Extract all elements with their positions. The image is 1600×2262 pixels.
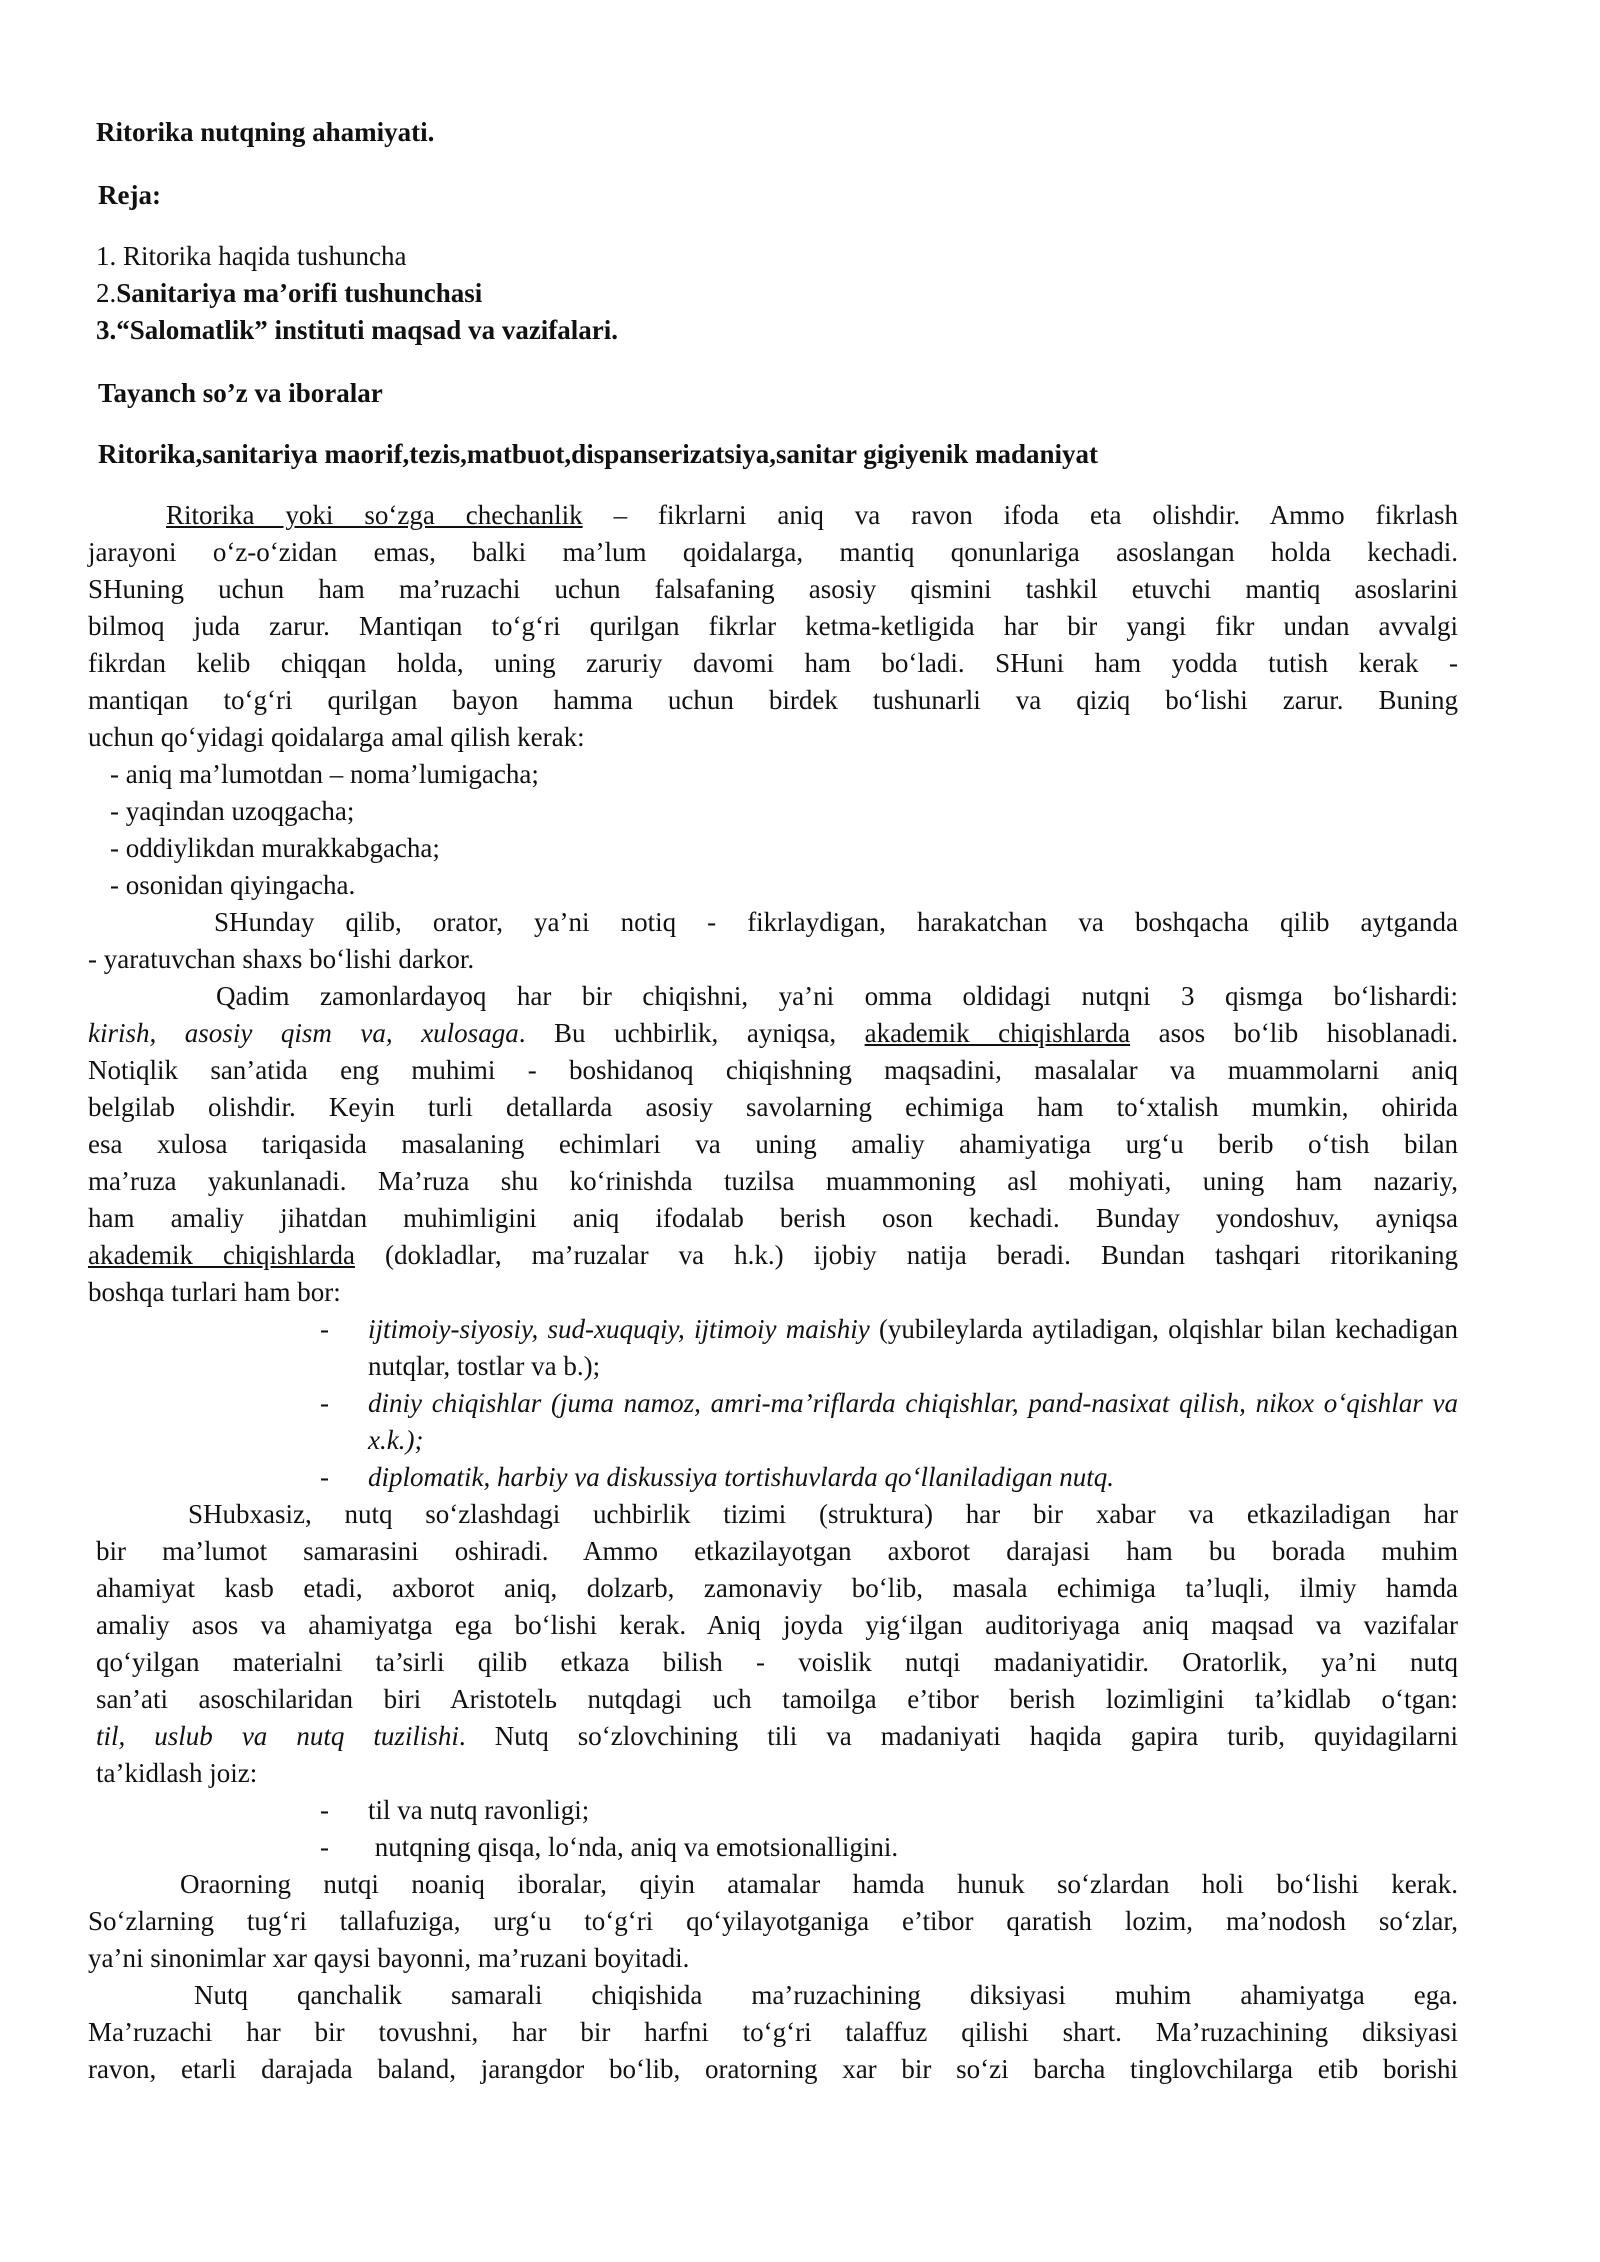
academic-term: akademik chiqishlarda bbox=[864, 1018, 1131, 1048]
rule-item: - osonidan qiyingacha. bbox=[110, 870, 356, 900]
rule-item: - aniq ma’lumotdan – noma’lumigacha; bbox=[110, 759, 539, 789]
academic-term: akademik chiqishlarda bbox=[88, 1240, 355, 1270]
paragraph-rhetoric-definition: Ritorika yoki so‘zga chechanlik – fikrlarni aniq va ravon ifoda eta olishdir. Ammo fikrlash jarayoni o‘z-o‘zidan emas, balki ma’lum qoidalarga, mantiq qonunlariga asoslangan holda kechadi. SHuning uchun ham ma’ruzachi uchun falsafaning asosiy qismini tashkil etuvchi mantiq asoslarini bilmoq juda zarur. Mantiqan to‘g‘ri qurilgan fikrlar ketma-ketligida har bir yangi fikr undan avvalgi fikrdan kelib chiqqan holda, uning zaruriy davomi ham bo‘ladi. SHuni ham yodda tutish kerak - mantiqan to‘g‘ri qurilgan bayon hamma uchun birdek tushunarli va qiziq bo‘lishi zarur. Buning uchun qo‘yidagi qoidalarga amal qilish kerak: bbox=[88, 500, 1458, 752]
paragraph-structure: Qadim zamonlardayoq har bir chiqishni, ya’ni omma oldidagi nutqni 3 qismga bo‘lishardi: kirish, asosiy qism va, xulosaga. Bu uchbirlik, ayniqsa, akademik chiqishlarda asos bo‘lib hisoblanadi. Notiqlik san’atida eng muhimi - boshidanoq chiqishning maqsadini, masalalar va muammolarni aniq belgilab olishdir. Keyin turli detallarda asosiy savolarning echimiga ham to‘xtalish mumkin, ohirida esa xulosa tariqasida masalaning echimlari va uning amaliy ahamiyatiga urg‘u berib o‘tish bilan ma’ruza yakunlanadi. Ma’ruza shu ko‘rinishda tuzilsa muammoning asl mohiyati, uning ham nazariy, ham amaliy jihatdan muhimligini aniq ifodalab berish oson kechadi. Bunday yondoshuv, ayniqsa akademik chiqishlarda (dokladlar, ma’ruzalar va h.k.) ijobiy natija beradi. Bundan tashqari ritorikaning boshqa turlari ham bor: bbox=[88, 981, 1458, 1307]
speech-type-item: - ijtimoiy-siyosiy, sud-xuquqiy, ijtimoiy maishiy (yubileylarda aytiladigan, olqishlar bilan kechadigan nutqlar, tostlar va b.); bbox=[320, 1314, 1458, 1381]
plan-list bbox=[96, 238, 996, 349]
paragraph-vocabulary: Oraorning nutqi noaniq iboralar, qiyin atamalar hamda hunuk so‘zlardan holi bo‘lishi kerak. So‘zlarning tug‘ri tallafuziga, urg‘u to‘g‘ri qo‘yilayotganiga e’tibor qaratish lozim, ma’nodosh so‘zlar, ya’ni sinonimlar xar qaysi bayonni, ma’ruzani boyitadi. bbox=[88, 1869, 1458, 1973]
paragraph-diction: Nutq qanchalik samarali chiqishida ma’ruzachining diksiyasi muhim ahamiyatga ega. Ma’ruzachi har bir tovushni, har bir harfni to‘g‘ri talaffuz qilishi shart. Ma’ruzachining diksiyasi ravon, etarli darajada baland, jarangdor bo‘lib, oratorning xar bir so‘zi barcha tinglovchilarga etib borishi bbox=[88, 1980, 1458, 2084]
paragraph-information: SHubxasiz, nutq so‘zlashdagi uchbirlik tizimi (struktura) har bir xabar va etkaziladigan har bir ma’lumot samarasini oshiradi. Ammo etkazilayotgan axborot darajasi ham bu borada muhim ahamiyat kasb etadi, axborot aniq, dolzarb, zamonaviy bo‘lib, masala echimiga ta’luqli, ilmiy hamda amaliy asos va ahamiyatga ega bo‘lishi kerak. Aniq joyda yig‘ilgan auditoriyaga aniq maqsad va vazifalar qo‘yilgan materialni ta’sirli qilib etkaza bilish - voislik nutqi madaniyatidir. Oratorlik, ya’ni nutq san’ati asoschilaridan biri Aristotelь nutqdagi uch tamoilga e’tibor berish lozimligini ta’kidlab o‘tgan: til, uslub va nutq tuzilishi. Nutq so‘zlovchining tili va madaniyati haqida gapira turib, quyidagilarni ta’kidlash joiz: bbox=[96, 1499, 1458, 1788]
rules-list bbox=[110, 756, 910, 904]
speech-type-item: - diniy chiqishlar (juma namoz, amri-ma’riflarda chiqishlar, pand-nasixat qilish, nikox o‘qishlar va x.k.); bbox=[320, 1388, 1458, 1455]
rhetoric-term: Ritorika yoki so‘zga chechanlik bbox=[166, 500, 583, 530]
speech-quality-item: - nutqning qisqa, lo‘nda, aniq va emotsionalligini. bbox=[320, 1832, 899, 1862]
plan-heading: Reja: bbox=[98, 180, 161, 210]
speech-quality-item: - til va nutq ravonligi; bbox=[320, 1795, 590, 1825]
rule-item: - oddiylikdan murakkabgacha; bbox=[110, 833, 440, 863]
speech-type-item: - diplomatik, harbiy va diskussiya tortishuvlarda qo‘llaniladigan nutq. bbox=[320, 1462, 1114, 1492]
keywords-heading: Tayanch so’z va iboralar bbox=[98, 378, 383, 408]
rule-item: - yaqindan uzoqgacha; bbox=[110, 796, 355, 826]
plan-item-1: 1. Ritorika haqida tushuncha bbox=[96, 241, 407, 271]
plan-item-2: 2.Sanitariya ma’orifi tushunchasi bbox=[96, 278, 483, 308]
document-title: Ritorika nutqning ahamiyati. bbox=[96, 117, 435, 147]
keywords-text: Ritorika,sanitariya maorif,tezis,matbuot,dispanserizatsiya,sanitar gigiyenik madaniyat bbox=[98, 439, 1099, 469]
paragraph-orator: SHunday qilib, orator, ya’ni notiq - fikrlaydigan, harakatchan va boshqacha qilib aytganda - yaratuvchan shaxs bo‘lishi darkor. bbox=[88, 907, 1458, 974]
plan-item-3: 3.“Salomatlik” instituti maqsad va vazifalari. bbox=[96, 315, 619, 345]
